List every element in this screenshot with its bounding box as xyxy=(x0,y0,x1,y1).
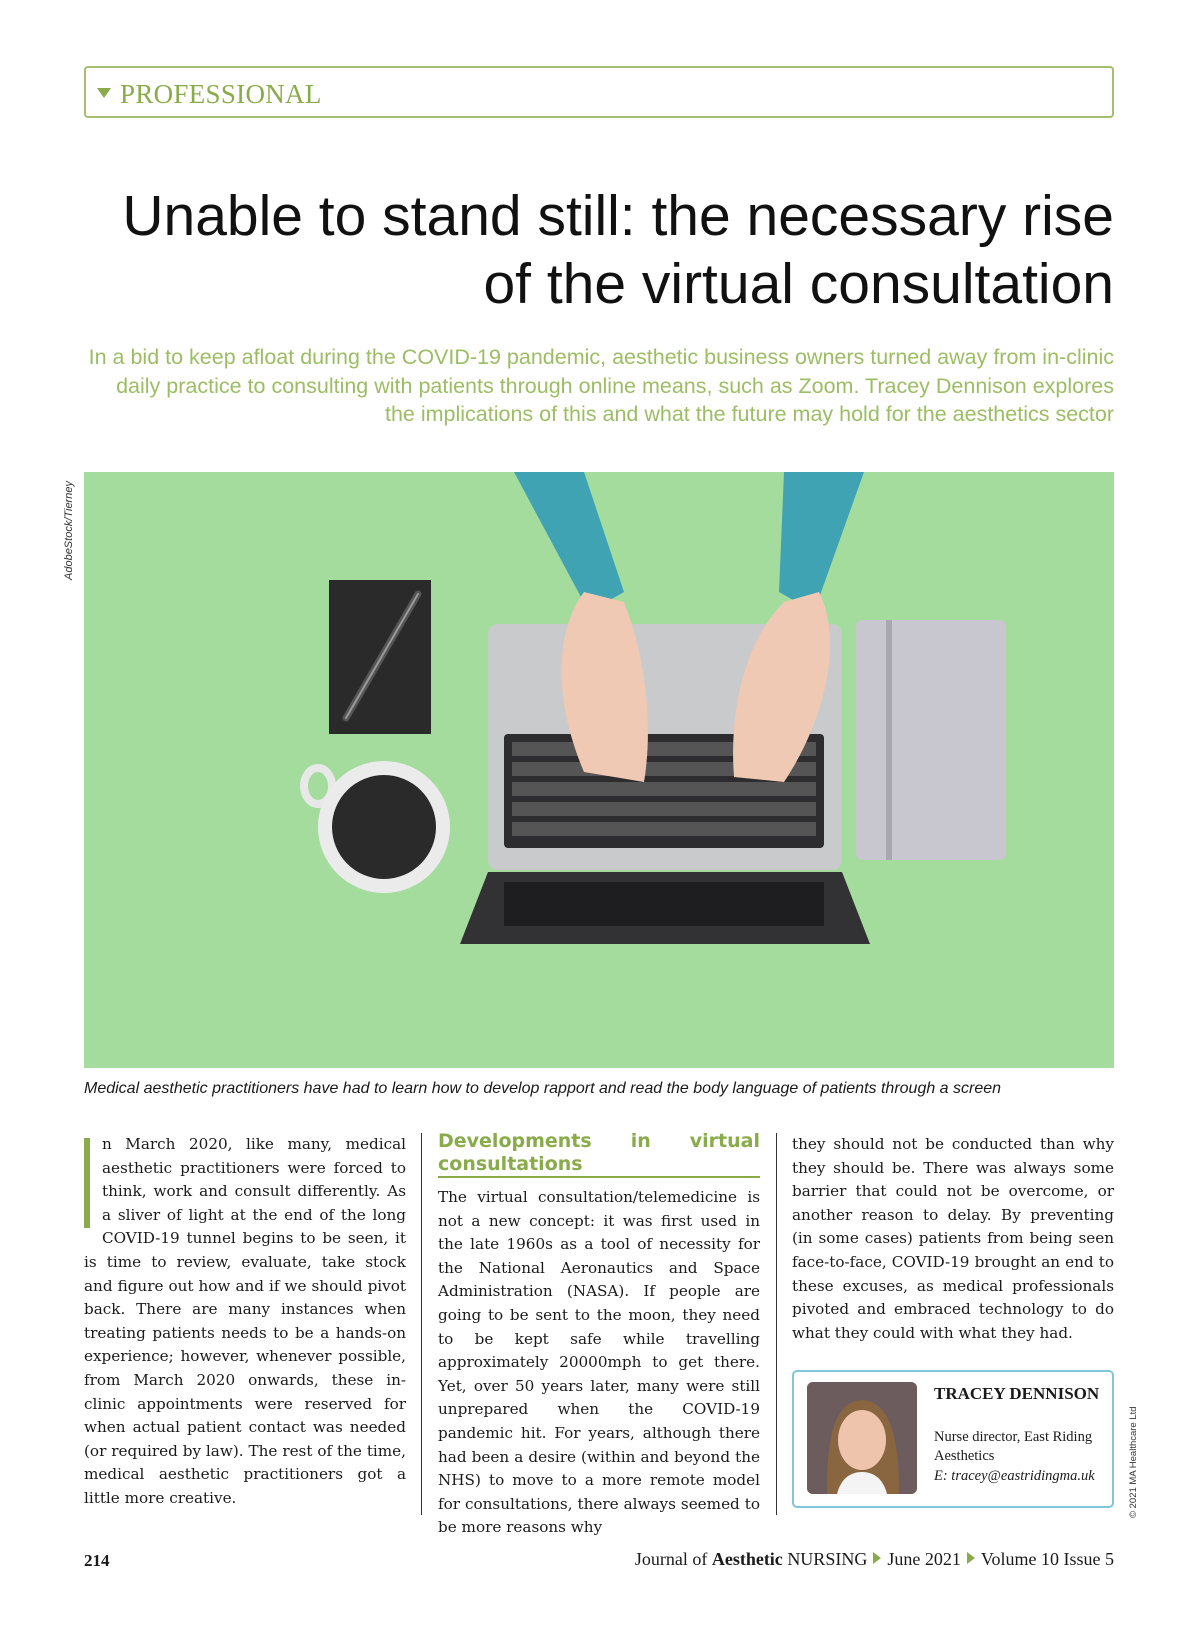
journal-name-post: NURSING xyxy=(782,1549,868,1569)
hero-photo xyxy=(84,472,1114,1068)
triangle-right-icon xyxy=(873,1552,881,1564)
photo-caption: Medical aesthetic practitioners have had to learn how to develop rapport and read the body language of patients through a screen xyxy=(84,1080,1002,1097)
body-column-3 xyxy=(792,1133,1114,1345)
copyright-notice: © 2021 MA Healthcare Ltd xyxy=(1128,1406,1139,1518)
body-paragraph: they should not be conducted than why they should be. There was always some barrier that could not be overcome, or another reason to delay. By preventing (in some cases) patients from being seen face-to-face, COVID-19 brought an end to these excuses, as medical professionals pivoted and embraced technology to do what they could with what they had. xyxy=(792,1135,1114,1342)
body-column-2 xyxy=(438,1130,760,1540)
body-paragraph: The virtual consultation/telemedicine is not a new concept: it was first used in the late 1960s as a tool of necessity for the National Aeronautics and Space Administration (NASA). If people are going to be sent to the moon, they need to be kept safe while travelling approximately 20000mph to get there. Yet, over 50 years later, many were still unprepared when the COVID-19 pandemic hit. For years, although there had been a desire (within and beyond the NHS) to move to a more remote model for consultations, there always seemed to be more reasons why xyxy=(438,1188,760,1537)
triangle-down-icon xyxy=(97,88,111,98)
author-box xyxy=(792,1370,1114,1508)
issue-date: June 2021 xyxy=(887,1549,961,1569)
section-header xyxy=(84,66,1114,118)
body-paragraph: n March 2020, like many, medical aesthetic practitioners were forced to think, work and consult differently. As a sliver of light at the end of the long COVID-19 tunnel begins to be seen, it is time to review, evaluate, take stock and figure out how and if we should pivot back. There are many instances when treating patients needs to be a hands-on experience; however, whenever possible, from March 2020 onwards, these in-clinic appointments were reserved for when actual patient contact was needed (or required by law). The rest of the time, medical aesthetic practitioners got a little more creative. xyxy=(84,1135,406,1507)
column-divider xyxy=(421,1133,422,1515)
section-label: PROFESSIONAL xyxy=(120,79,322,109)
triangle-right-icon xyxy=(967,1552,975,1564)
column-divider xyxy=(776,1133,777,1515)
photo-credit: AdobeStock/Tierney xyxy=(63,481,75,580)
journal-name-bold: Aesthetic xyxy=(711,1549,783,1569)
article-standfirst: In a bid to keep afloat during the COVID-19 pandemic, aesthetic business owners turned away from in-clinic daily practice to consulting with patients through online means, such as Zoom. Tracey Dennison explores the implications of this and what the future may hold for the aesthetics sector xyxy=(88,345,1114,426)
article-title: Unable to stand still: the necessary rise of the virtual consultation xyxy=(122,184,1114,316)
page-number: 214 xyxy=(84,1551,110,1570)
author-name: TRACEY DENNISON xyxy=(934,1384,1100,1403)
drop-cap-bar xyxy=(84,1138,90,1228)
subheading: Developments in virtual consultations xyxy=(438,1130,760,1178)
journal-name-pre: Journal of xyxy=(634,1549,712,1569)
journal-footer xyxy=(635,1549,1114,1570)
body-column-1 xyxy=(84,1133,406,1511)
author-role: Nurse director, East Riding Aesthetics xyxy=(934,1429,1093,1464)
issue-volume: Volume 10 Issue 5 xyxy=(980,1549,1114,1569)
author-photo xyxy=(807,1382,917,1494)
author-email: E: tracey@eastridingma.uk xyxy=(934,1468,1095,1484)
